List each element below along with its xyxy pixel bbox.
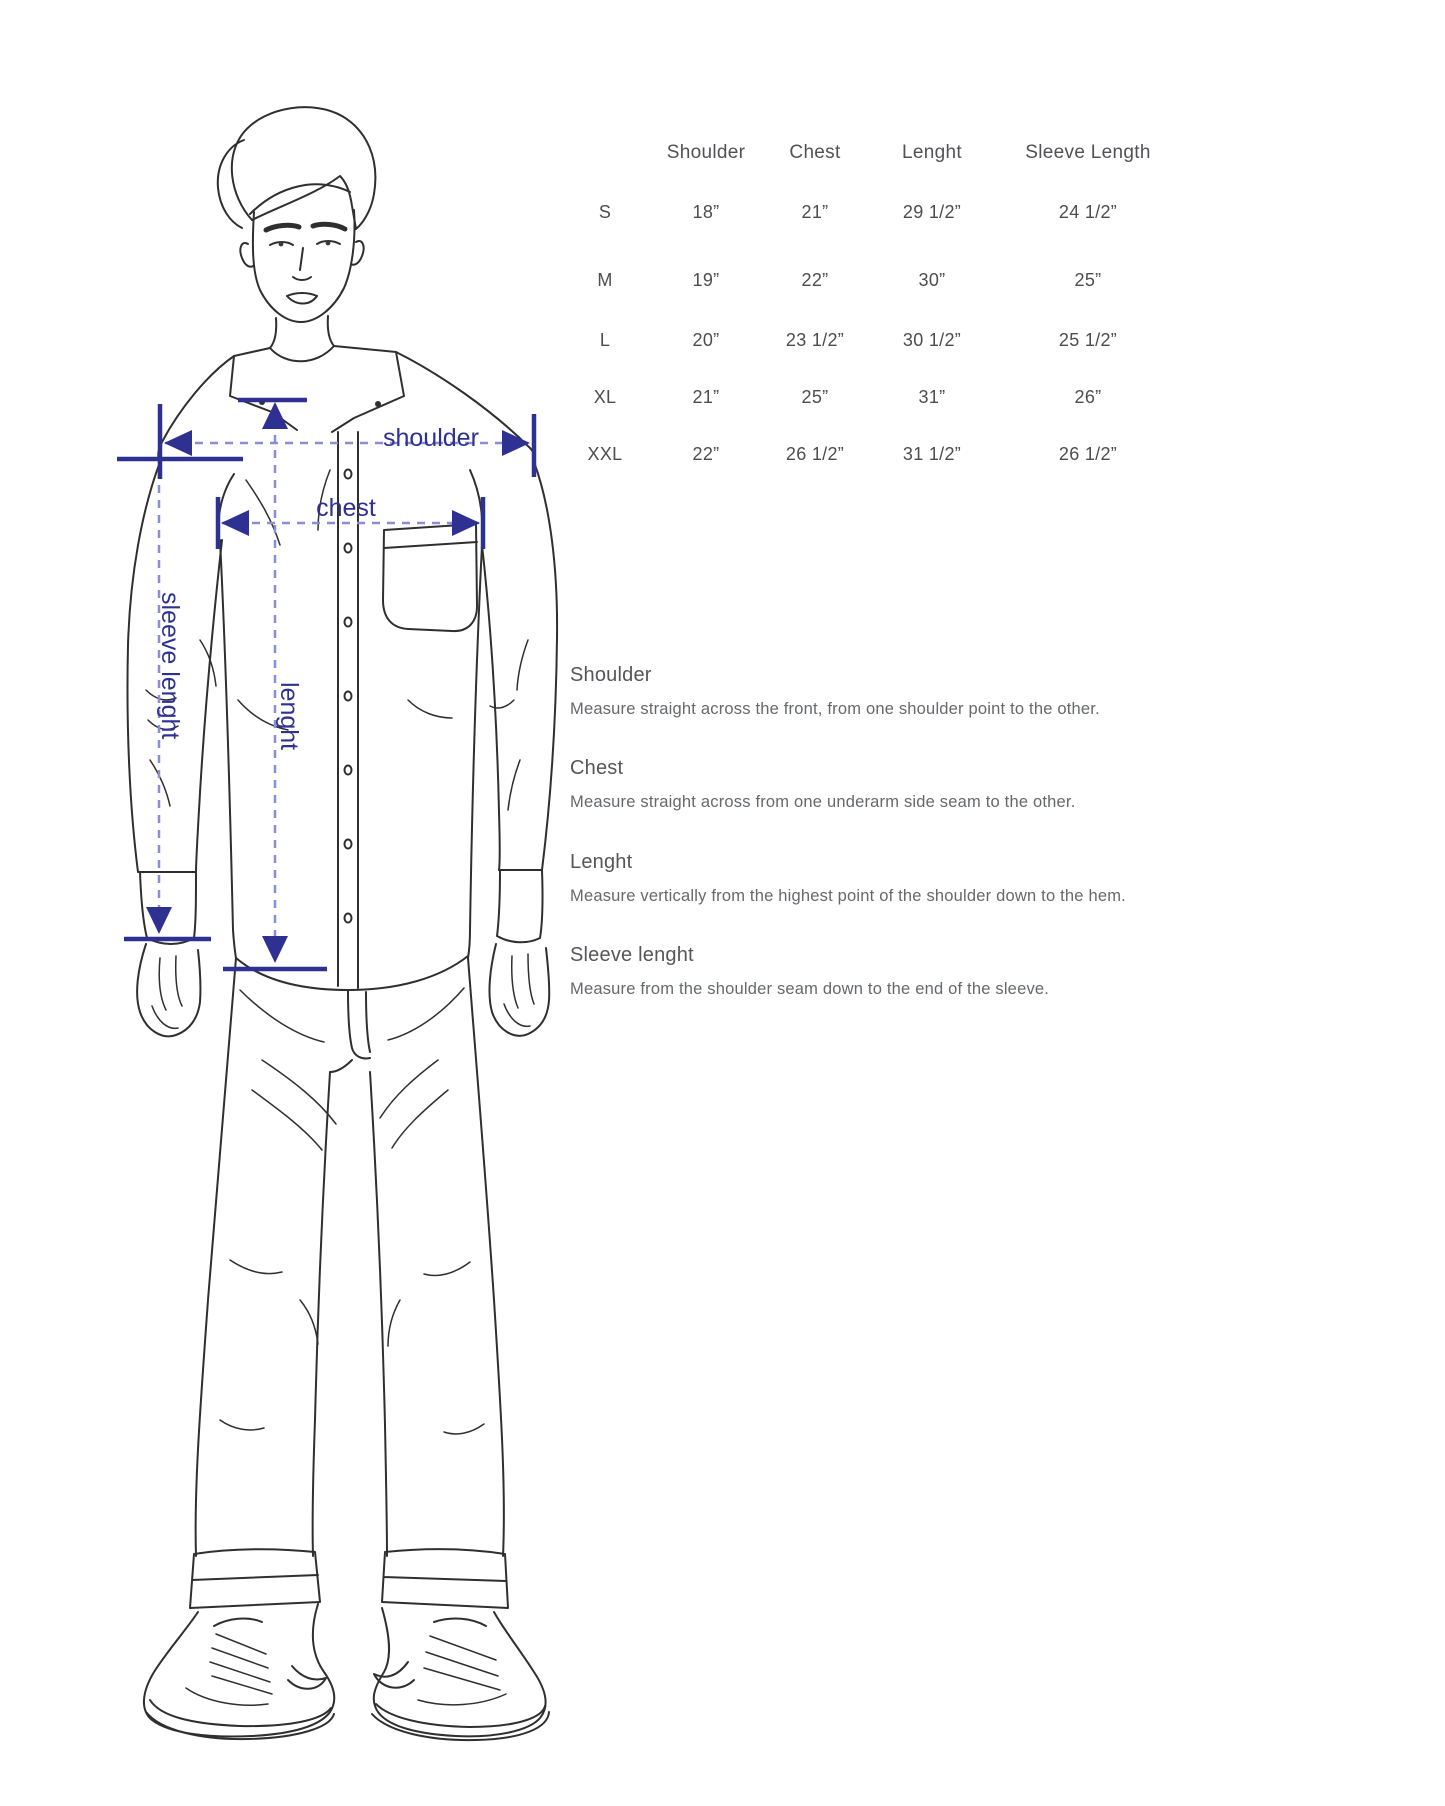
value-xl-shoulder: 21” — [692, 387, 720, 407]
size-table — [560, 131, 1180, 483]
size-label-m: M — [597, 269, 613, 290]
guide-title-lenght: Lenght — [570, 850, 633, 873]
value-m-chest: 22” — [801, 269, 829, 290]
measuring-guide — [570, 664, 1230, 1037]
column-header-chest: Chest — [789, 142, 841, 163]
value-xl-lenght: 31” — [918, 387, 946, 407]
value-s-chest: 21” — [801, 201, 829, 222]
value-xxl-lenght: 31 1/2” — [902, 444, 962, 464]
value-xxl-shoulder: 22” — [692, 444, 720, 464]
figure-face — [240, 210, 363, 322]
size-label-xxl: XXL — [587, 444, 623, 464]
figure-hair — [218, 107, 376, 229]
size-label-xl: XL — [593, 387, 617, 407]
value-m-lenght: 30” — [918, 269, 946, 290]
value-l-lenght: 30 1/2” — [902, 329, 962, 350]
guide-section-shoulder — [570, 664, 1230, 720]
value-xl-sleeve-length: 26” — [1074, 387, 1102, 407]
value-m-shoulder: 19” — [692, 269, 720, 290]
length-top-arrow — [262, 402, 288, 429]
length-down-arrow — [262, 936, 288, 963]
value-s-lenght: 29 1/2” — [902, 201, 962, 222]
guide-desc-shoulder: Measure straight across the front, from one shoulder point to the other. — [570, 700, 1100, 718]
guide-section-chest — [570, 757, 1230, 813]
guide-title-sleeve-lenght: Sleeve lenght — [570, 943, 694, 966]
value-l-chest: 23 1/2” — [785, 329, 845, 350]
figure-jeans — [190, 958, 508, 1608]
size-label-s: S — [598, 201, 612, 222]
guide-desc-chest: Measure straight across from one underarm side seam to the other. — [570, 793, 1076, 812]
chest-measure-label: chest — [316, 494, 376, 522]
guide-desc-sleeve-lenght: Measure from the shoulder seam down to the end of the sleeve. — [570, 979, 1050, 998]
value-l-sleeve-length: 25 1/2” — [1058, 329, 1118, 350]
shoulder-left-arrow — [164, 430, 192, 456]
column-header-sleeve-length: Sleeve Length — [1025, 142, 1151, 163]
value-l-shoulder: 20” — [692, 329, 720, 350]
guide-title-shoulder: Shoulder — [570, 664, 652, 686]
chest-left-arrow — [221, 510, 249, 536]
figure-collar — [230, 316, 404, 432]
column-header-lenght: Lenght — [902, 142, 962, 163]
figure-sneakers — [144, 1604, 549, 1740]
value-m-sleeve-length: 25” — [1074, 269, 1102, 290]
guide-section-lenght — [570, 851, 1230, 907]
length-measure-label: lenght — [275, 682, 303, 751]
shoulder-measure-label: shoulder — [383, 424, 479, 452]
guide-section-sleeve-lenght — [570, 944, 1230, 1000]
measurement-labels — [156, 424, 479, 750]
guide-title-chest: Chest — [570, 757, 624, 780]
figure-illustration — [127, 107, 557, 1740]
sleeve-length-measure-label: sleeve lenght — [156, 592, 184, 740]
guide-desc-lenght: Measure vertically from the highest point of the shoulder down to the hem. — [570, 886, 1126, 905]
value-xl-chest: 25” — [801, 387, 829, 407]
column-header-shoulder: Shoulder — [666, 142, 746, 163]
value-xxl-sleeve-length: 26 1/2” — [1058, 444, 1118, 464]
value-s-shoulder: 18” — [692, 201, 720, 222]
size-label-l: L — [599, 329, 611, 350]
sleeve-length-down-arrow — [146, 907, 172, 934]
value-xxl-chest: 26 1/2” — [785, 444, 845, 464]
value-s-sleeve-length: 24 1/2” — [1058, 201, 1118, 222]
